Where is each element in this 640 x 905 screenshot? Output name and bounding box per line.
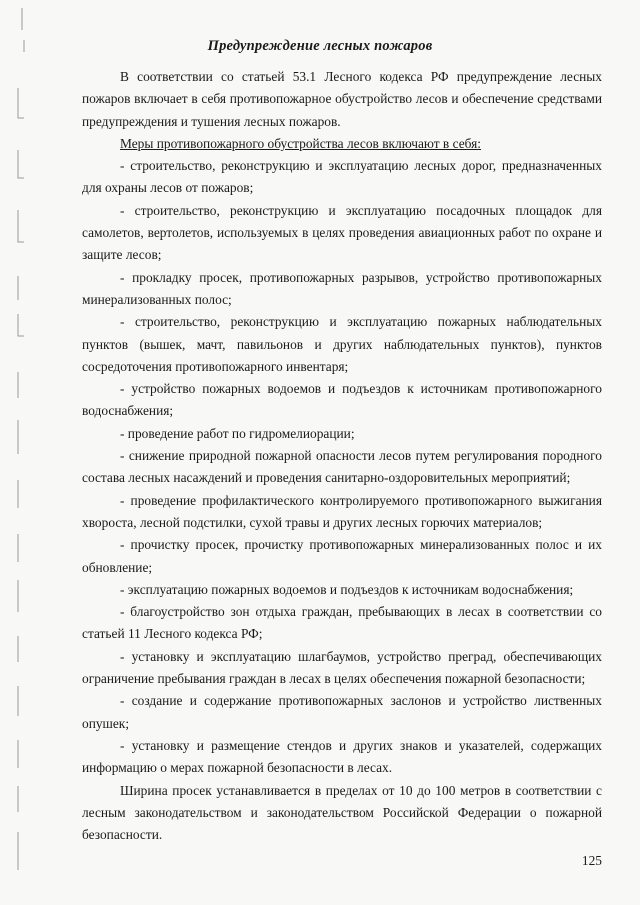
list-item: - установку и эксплуатацию шлагбаумов, устройство преград, обеспечивающих ограничение пребывания граждан в лесах в целях обеспечения пожарной безопасности; xyxy=(82,648,602,687)
binding-margin-marks xyxy=(0,0,50,905)
list-item: - эксплуатацию пожарных водоемов и подъездов к источникам водоснабжения; xyxy=(120,581,574,597)
list-item: - создание и содержание противопожарных заслонов и устройство лиственных опушек; xyxy=(82,693,602,731)
list-item: - устройство пожарных водоемов и подъездов к источникам противопожарного водоснабжения; xyxy=(82,381,602,419)
list-item: - строительство, реконструкцию и эксплуатацию посадочных площадок для самолетов, вертолетов, используемых в целях проведения авиационных работ по охране и защите лесов; xyxy=(82,202,602,263)
page-title: Предупреждение лесных пожаров xyxy=(207,38,433,54)
page-number: 125 xyxy=(581,853,602,868)
list-item: - установку и размещение стендов и других знаков и указателей, содержащих информацию о мерах пожарной безопасности в лесах. xyxy=(82,737,602,776)
list-item: - снижение природной пожарной опасности лесов путем регулирования породного состава лесных насаждений и проведения санитарно-оздоровительных мероприятий; xyxy=(82,448,602,486)
measures-heading-underlined: Меры противопожарного обустройства лесов включают в себя: xyxy=(120,135,482,151)
list-item: - прокладку просек, противопожарных разрывов, устройство противопожарных минерализованных полос; xyxy=(82,269,602,307)
list-item: - прочистку просек, прочистку противопожарных минерализованных полос и их обновление; xyxy=(82,537,602,575)
body-text xyxy=(82,66,602,846)
list-item: - строительство, реконструкцию и эксплуатацию лесных дорог, предназначенных для охраны лесов от пожаров; xyxy=(82,158,602,196)
list-item: - проведение работ по гидромелиорации; xyxy=(120,425,355,441)
list-item: - проведение профилактического контролируемого противопожарного выжигания хвороста, лесной подстилки, сухой травы и других лесных горючих материалов; xyxy=(82,492,602,530)
paragraph-intro: В соответствии со статьей 53.1 Лесного кодекса РФ предупреждение лесных пожаров включает в себя противопожарное обустройство лесов и обеспечение средствами предупреждения и тушения лесных пожаров. xyxy=(82,69,602,129)
list-item: - строительство, реконструкцию и эксплуатацию пожарных наблюдательных пунктов (вышек, мачт, павильонов и других наблюдательных пунктов), пунктов сосредоточения противопожарного инвентаря; xyxy=(82,314,602,374)
paragraph-measures-heading xyxy=(82,133,602,155)
paragraph-width: Ширина просек устанавливается в пределах от 10 до 100 метров в соответствии с лесным законодательством и законодательством Российской Федерации о пожарной безопасности. xyxy=(82,782,602,843)
list-item: - благоустройство зон отдыха граждан, пребывающих в лесах в соответствии со статьей 11 Лесного кодекса РФ; xyxy=(82,604,602,642)
